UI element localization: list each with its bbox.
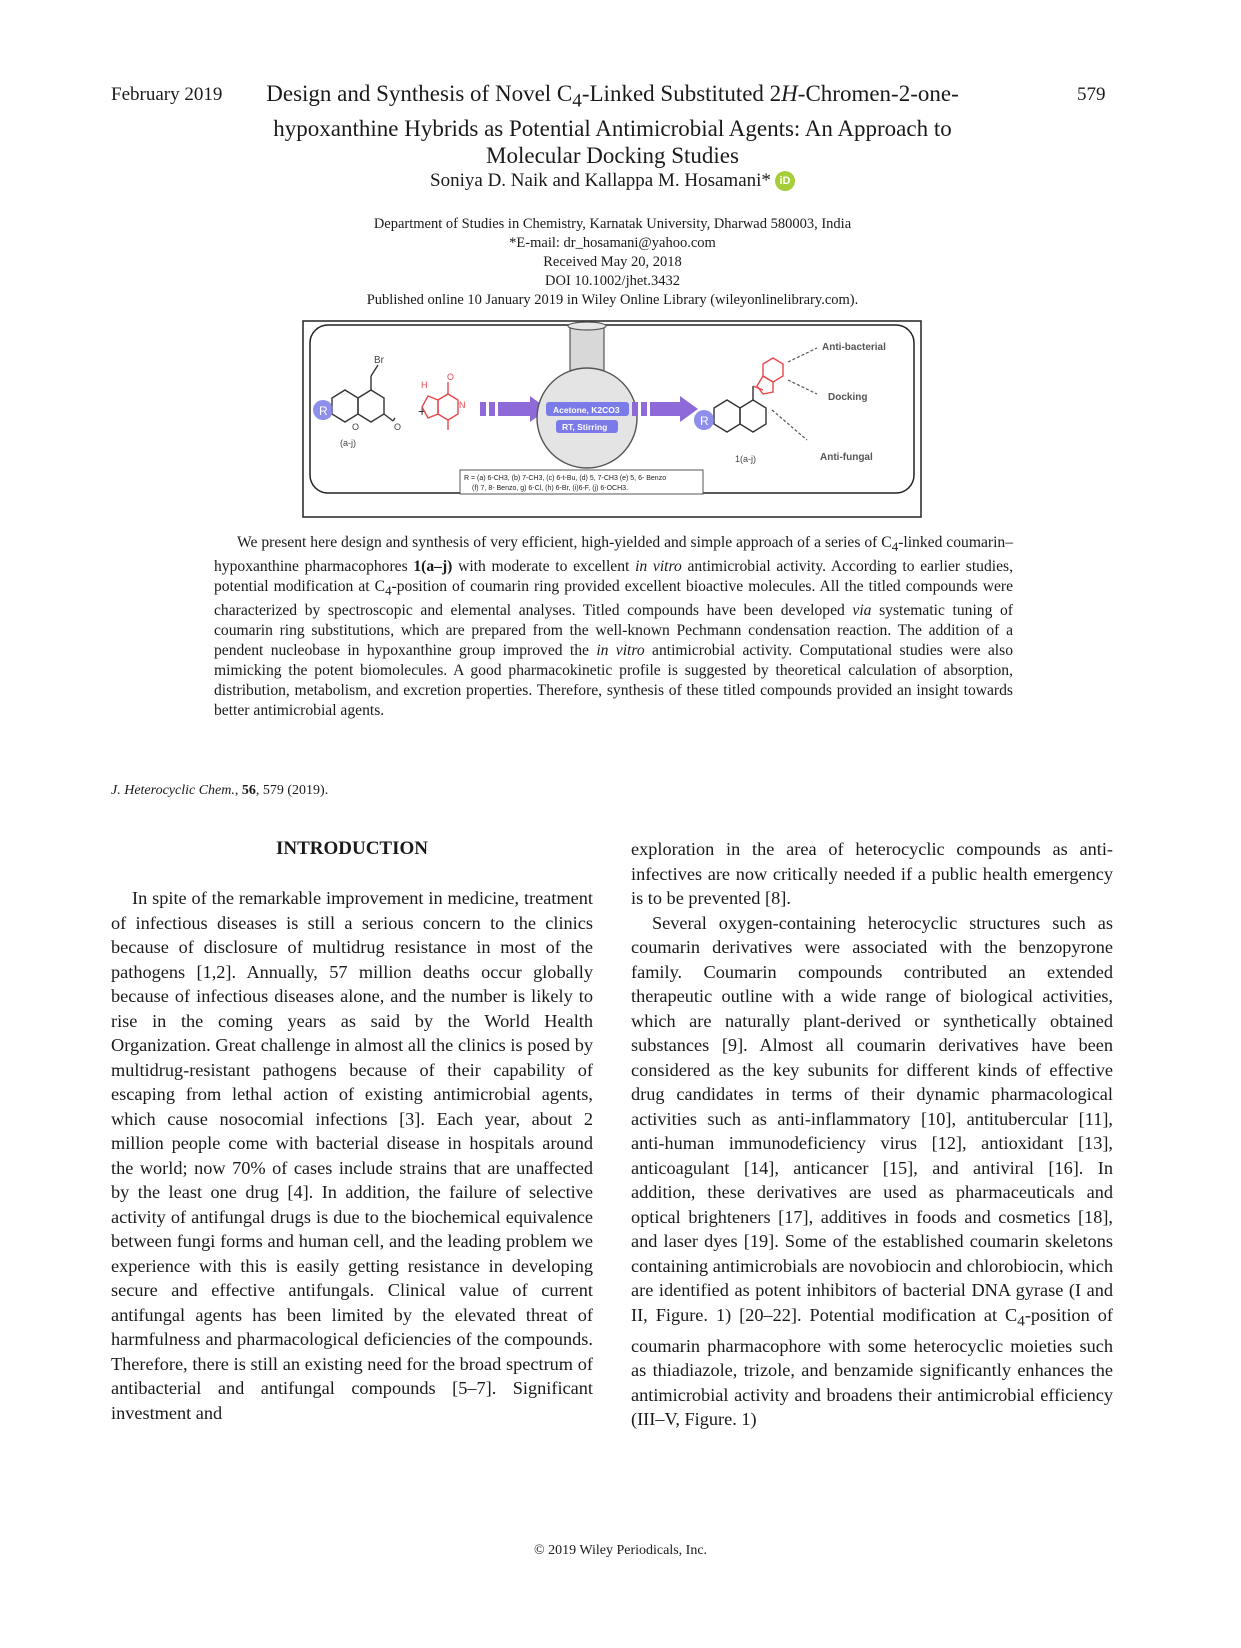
authors — [230, 170, 995, 192]
paragraph-text: Several oxygen-containing heterocyclic structures such as coumarin derivatives were associated with the benzopyrone family. Coumarin compounds contributed an extended therapeutic outline with a wide range of biological activities, which are naturally plant-derived or synthetically obtained substances [9]. Almost all coumarin derivatives have been considered as the key subunits for different kinds of effective drug candidates in terms of their dynamic pharmacological activities such as anti-inflammatory [10], antitubercular [11], anti-human immunodeficiency virus [12], antioxidant [13], anticoagulant [14], anticancer [15], and antiviral [16]. In addition, these derivatives are used as pharmaceuticals and optical brighteners [17], additives in foods and cosmetics [18], and laser dyes [19]. Some of the established coumarin skeletons containing antimicrobials are novobiocin and chlorobiocin, which are identified as potent inhibitors of bacterial DNA gyrase (I and II, Figure. 1) [20–22]. Potential modification at C — [631, 912, 1113, 1325]
title-italic: H — [781, 81, 798, 106]
doi[interactable]: DOI 10.1002/jhet.3432 — [545, 273, 680, 289]
department: Department of Studies in Chemistry, Karnatak University, Dharwad 580003, India — [373, 216, 852, 232]
abstract-text: -linked coumarin–hypoxanthine pharmacophores — [214, 534, 1013, 576]
outcome-docking: Docking — [828, 392, 868, 403]
author-names: Soniya D. Naik and Kallappa M. Hosamani* — [430, 170, 771, 191]
paragraph-subscript: 4 — [1017, 1312, 1025, 1330]
title-subscript: 4 — [572, 90, 582, 112]
right-column — [631, 837, 1113, 1432]
page-number: 579 — [1077, 84, 1106, 105]
abstract-subscript: 4 — [385, 583, 392, 599]
journal-volume: 56 — [241, 783, 256, 798]
hypoxanthine-h-label: H — [421, 380, 428, 390]
br-label: Br — [374, 355, 384, 366]
r-groups-line-1: R = (a) 6-CH3, (b) 7-CH3, (c) 6-t-Bu, (d) 5, 7-CH3 (e) 5, 6- Benzo — [464, 475, 667, 482]
section-heading-introduction: INTRODUCTION — [275, 838, 429, 859]
abstract — [214, 533, 1013, 721]
abstract-text: -position of coumarin ring provided excellent bioactive molecules. All the titled compounds were characterized by spectroscopic and elemental analyses. Titled compounds have been developed — [214, 578, 1013, 620]
received-date: Received May 20, 2018 — [543, 254, 682, 270]
abstract-text: antimicrobial activity. According to earlier studies, potential modification at C — [214, 558, 1013, 596]
title-part: Design and Synthesis of Novel C — [266, 81, 573, 106]
abstract-text: with moderate to excellent — [452, 558, 636, 576]
paragraph-text: -position of coumarin pharmacophore with some heterocyclic moieties such as thiadiazole, trizole, and benzamide significantly enhances the antimicrobial activity and broadens their antimicrobial efficiency (III–V, Figure. 1) — [631, 1304, 1113, 1430]
ring-oxygen-label: O — [352, 422, 360, 432]
product-label: 1(a-j) — [735, 454, 757, 464]
paragraph: In spite of the remarkable improvement in medicine, treatment of infectious diseases is still a serious concern to the clinics because of disclosure of multidrug resistance in most of the pathogens [1,2]. Annually, 57 million deaths occur globally because of infectious diseases alone, and the number is likely to rise in the coming years as said by the World Health Organization. Great challenge in almost all the clinics is posed by multidrug-resistant pathogens because of their capability of escaping from lethal action of existing antimicrobial agents, which cause nosocomial infections [3]. Each year, about 2 million people come with bacterial disease in hospitals around the world; now 70% of cases include strains that are unaffected by the least one drug [4]. In addition, the failure of selective activity of antifungal drugs is due to the biochemical equivalence between fungi forms and human cell, and the leading problem we experience with this is easily getting resistance in developing secure and effective antifungals. Clinical value of current antifungal agents has been limited by the elevated threat of harmfulness and pharmacological deficiencies of the compounds. Therefore, there is still an existing need for the broad spectrum of antibacterial and antifungal compounds [5–7]. Significant investment and — [111, 888, 593, 1423]
abstract-italic: via — [852, 602, 872, 620]
carbonyl-oxygen-label: O — [394, 422, 402, 432]
r-label: R — [319, 404, 328, 418]
graphical-abstract — [302, 320, 922, 518]
paragraph: exploration in the area of heterocyclic compounds as anti-infectives are now critically needed if a public health emergency is to be prevented [8]. — [631, 839, 1113, 908]
affiliation-block — [230, 215, 995, 310]
outcome-antibacterial: Anti-bacterial — [822, 342, 886, 353]
published-online: Published online 10 January 2019 in Wiley Online Library (wileyonlinelibrary.com). — [366, 292, 859, 308]
paragraph — [631, 911, 1113, 1432]
abstract-text: antimicrobial activity. Computational studies were also mimicking the potent biomolecules. A good pharmacokinetic profile is suggested by theoretical calculation of absorption, distribution, metabolism, and excretion properties. Therefore, synthesis of these titled compounds provided an insight towards better antimicrobial agents. — [214, 642, 1013, 720]
outcome-antifungal: Anti-fungal — [820, 452, 873, 463]
orcid-icon[interactable]: iD — [775, 171, 795, 191]
article-title — [230, 80, 995, 169]
hypoxanthine-n-label: N — [459, 400, 466, 410]
email[interactable]: *E-mail: dr_hosamani@yahoo.com — [509, 235, 716, 251]
abstract-text: systematic tuning of coumarin ring substitutions, which are prepared from the well-known Pechmann condensation reaction. The addition of a pendent nucleobase in hypoxanthine group improved the — [214, 602, 1013, 660]
abstract-italic: in vitro — [596, 642, 645, 660]
title-part: -Linked Substituted 2 — [581, 81, 782, 106]
plus-sign: + — [418, 403, 427, 419]
reagents-label: Acetone, K2CO3 — [553, 405, 620, 415]
abstract-bold: 1(a–j) — [413, 558, 453, 576]
hypoxanthine-o-label: O — [447, 372, 455, 382]
abstract-text: We present here design and synthesis of very efficient, high-yielded and simple approach of a series of C — [237, 534, 892, 551]
product-r-label: R — [700, 414, 709, 428]
copyright-footer: © 2019 Wiley Periodicals, Inc. — [533, 1543, 708, 1558]
journal-name: J. Heterocyclic Chem. — [111, 783, 235, 798]
left-column — [111, 886, 593, 1425]
r-groups-line-2: (f) 7, 8- Benzo, g) 6-Cl, (h) 6-Br, (i)6-F, (j) 6-OCH3. — [472, 485, 628, 492]
citation-rest: , 579 (2019). — [255, 783, 329, 798]
header-date: February 2019 — [111, 84, 223, 105]
title-part: -Chromen-2-one-hypoxanthine Hybrids as Potential Antimicrobial Agents: An Approach to Molecular Docking Studies — [273, 81, 959, 168]
citation-separator: , — [234, 783, 242, 798]
journal-citation — [111, 783, 328, 799]
conditions-label: RT, Stirring — [562, 422, 608, 432]
compound-a-label: (a-j) — [340, 438, 356, 448]
abstract-italic: in vitro — [635, 558, 682, 576]
abstract-subscript: 4 — [891, 539, 899, 555]
